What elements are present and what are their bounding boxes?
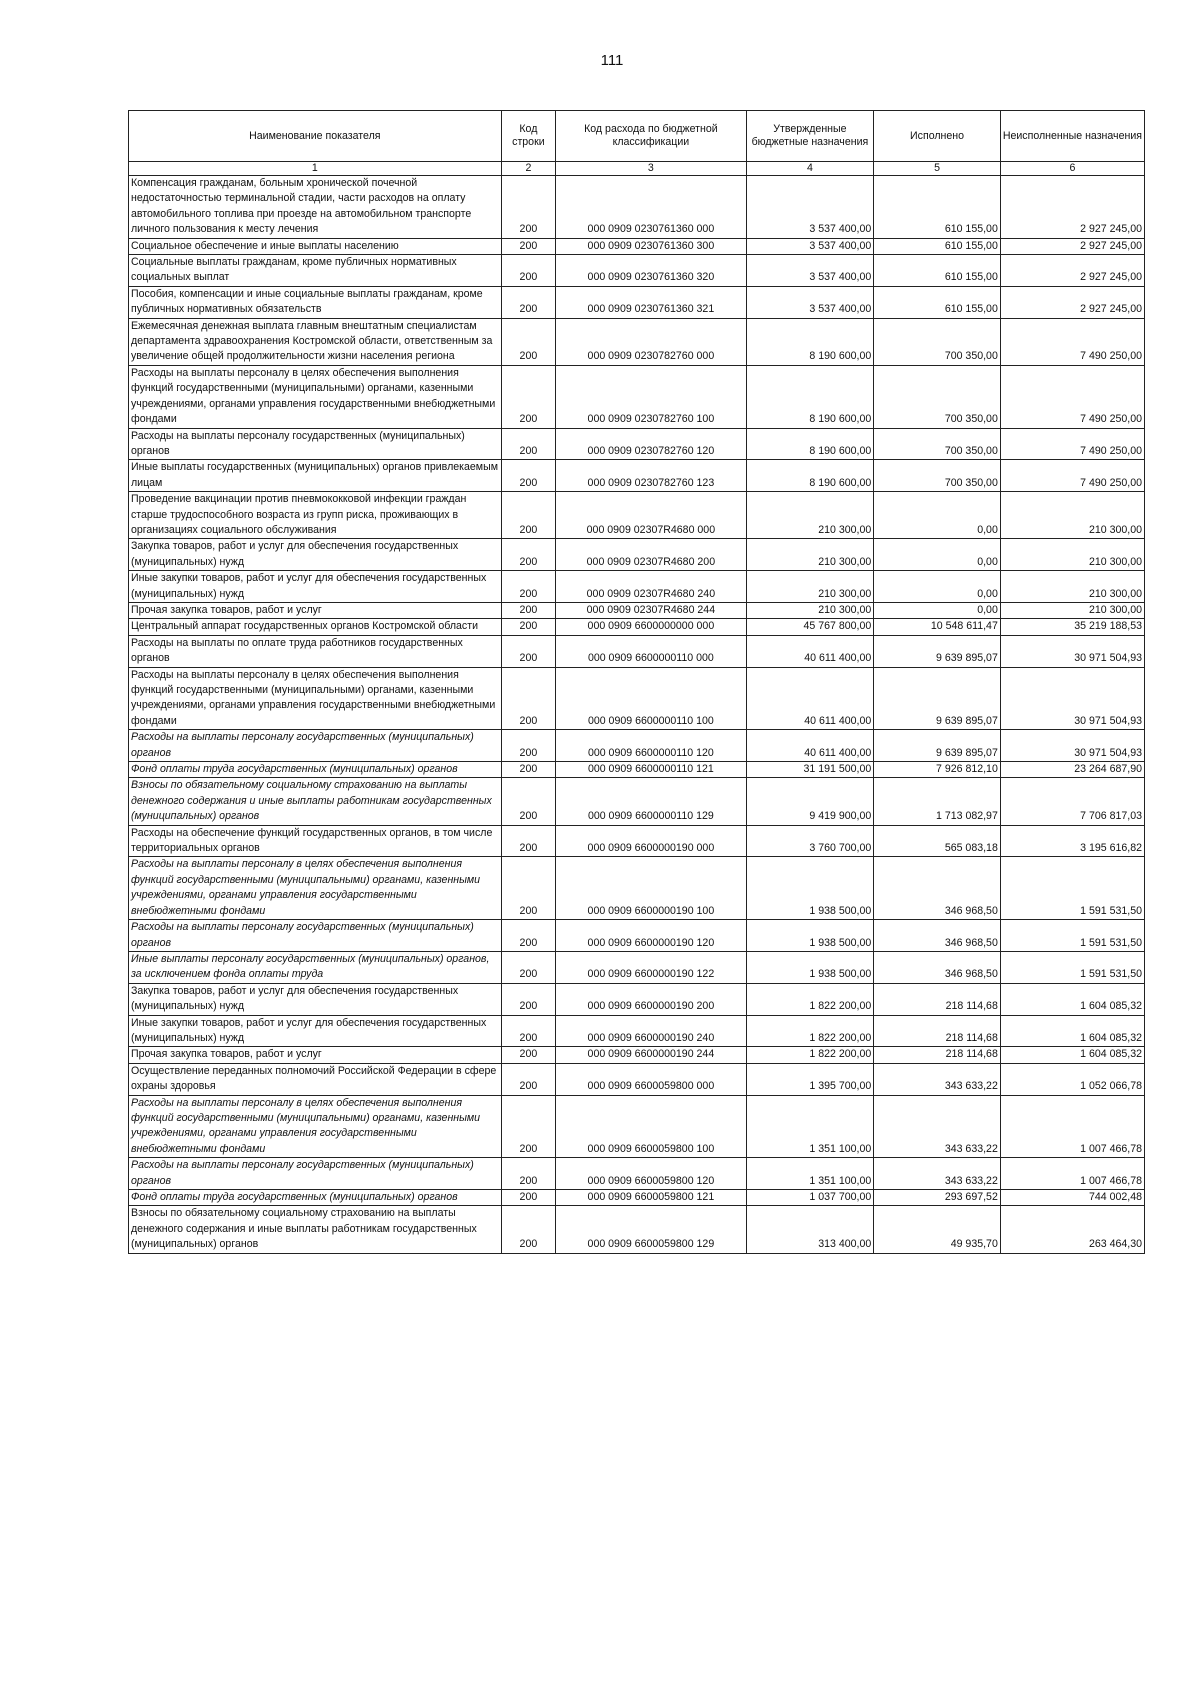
indicator-name: Закупка товаров, работ и услуг для обеспечения государственных (муниципальных) нужд — [129, 983, 502, 1015]
approved-amount: 1 822 200,00 — [746, 1047, 874, 1063]
budget-code: 000 0909 6600000110 121 — [556, 762, 746, 778]
executed-amount: 0,00 — [874, 492, 1001, 539]
budget-code: 000 0909 0230782760 123 — [556, 460, 746, 492]
line-code: 200 — [501, 983, 556, 1015]
unexecuted-amount: 1 052 066,78 — [1000, 1063, 1144, 1095]
table-row — [129, 983, 1145, 1015]
line-code: 200 — [501, 176, 556, 239]
executed-amount: 7 926 812,10 — [874, 762, 1001, 778]
budget-code: 000 0909 6600000190 000 — [556, 825, 746, 857]
executed-amount: 610 155,00 — [874, 176, 1001, 239]
approved-amount: 1 938 500,00 — [746, 857, 874, 920]
approved-amount: 1 395 700,00 — [746, 1063, 874, 1095]
indicator-name: Закупка товаров, работ и услуг для обеспечения государственных (муниципальных) нужд — [129, 539, 502, 571]
line-code: 200 — [501, 667, 556, 730]
unexecuted-amount: 1 604 085,32 — [1000, 1015, 1144, 1047]
indicator-name: Расходы на обеспечение функций государственных органов, в том числе территориальных органов — [129, 825, 502, 857]
unexecuted-amount: 1 591 531,50 — [1000, 857, 1144, 920]
indicator-name: Расходы на выплаты персоналу в целях обеспечения выполнения функций государственными (муниципальными) органами, казенными учреждениями, органами управления государственными внебюджетными фондами — [129, 857, 502, 920]
budget-code: 000 0909 6600000190 120 — [556, 920, 746, 952]
approved-amount: 45 767 800,00 — [746, 619, 874, 635]
budget-code: 000 0909 6600000190 122 — [556, 951, 746, 983]
table-row — [129, 318, 1145, 365]
approved-amount: 3 537 400,00 — [746, 255, 874, 287]
indicator-name: Ежемесячная денежная выплата главным внештатным специалистам департамента здравоохранения Костромской области, ответственным за увеличение общей продолжительности жизни населения региона — [129, 318, 502, 365]
indicator-name: Расходы на выплаты персоналу государственных (муниципальных) органов — [129, 730, 502, 762]
indicator-name: Прочая закупка товаров, работ и услуг — [129, 1047, 502, 1063]
line-code: 200 — [501, 619, 556, 635]
budget-code: 000 0909 6600000190 100 — [556, 857, 746, 920]
table-row — [129, 428, 1145, 460]
line-code: 200 — [501, 428, 556, 460]
table-row — [129, 602, 1145, 618]
budget-code: 000 0909 02307R4680 200 — [556, 539, 746, 571]
executed-amount: 610 155,00 — [874, 238, 1001, 254]
table-row — [129, 571, 1145, 603]
column-number-row — [129, 162, 1145, 176]
budget-code: 000 0909 6600000110 129 — [556, 778, 746, 825]
header-budget-code: Код расхода по бюджетной классификации — [556, 111, 746, 162]
column-number: 5 — [874, 162, 1001, 176]
indicator-name: Пособия, компенсации и иные социальные выплаты гражданам, кроме публичных нормативных обязательств — [129, 286, 502, 318]
table-row — [129, 951, 1145, 983]
line-code: 200 — [501, 571, 556, 603]
executed-amount: 343 633,22 — [874, 1063, 1001, 1095]
table-row — [129, 762, 1145, 778]
table-row — [129, 825, 1145, 857]
executed-amount: 218 114,68 — [874, 983, 1001, 1015]
approved-amount: 210 300,00 — [746, 602, 874, 618]
approved-amount: 9 419 900,00 — [746, 778, 874, 825]
budget-code: 000 0909 0230782760 120 — [556, 428, 746, 460]
table-row — [129, 176, 1145, 239]
budget-code: 000 0909 0230761360 300 — [556, 238, 746, 254]
column-number: 1 — [129, 162, 502, 176]
table-row — [129, 1206, 1145, 1253]
page-number: 111 — [600, 52, 624, 69]
budget-code: 000 0909 0230782760 000 — [556, 318, 746, 365]
executed-amount: 700 350,00 — [874, 365, 1001, 428]
executed-amount: 218 114,68 — [874, 1047, 1001, 1063]
indicator-name: Взносы по обязательному социальному страхованию на выплаты денежного содержания и иные выплаты работникам государственных (муниципальных) органов — [129, 1206, 502, 1253]
indicator-name: Расходы на выплаты персоналу государственных (муниципальных) органов — [129, 428, 502, 460]
executed-amount: 346 968,50 — [874, 951, 1001, 983]
line-code: 200 — [501, 730, 556, 762]
line-code: 200 — [501, 825, 556, 857]
approved-amount: 40 611 400,00 — [746, 635, 874, 667]
budget-code: 000 0909 6600000110 120 — [556, 730, 746, 762]
indicator-name: Иные выплаты персоналу государственных (муниципальных) органов, за исключением фонда оплаты труда — [129, 951, 502, 983]
indicator-name: Центральный аппарат государственных органов Костромской области — [129, 619, 502, 635]
unexecuted-amount: 30 971 504,93 — [1000, 730, 1144, 762]
budget-code: 000 0909 6600059800 121 — [556, 1190, 746, 1206]
table-row — [129, 857, 1145, 920]
approved-amount: 8 190 600,00 — [746, 318, 874, 365]
approved-amount: 1 351 100,00 — [746, 1095, 874, 1158]
unexecuted-amount: 7 490 250,00 — [1000, 318, 1144, 365]
executed-amount: 9 639 895,07 — [874, 635, 1001, 667]
line-code: 200 — [501, 1015, 556, 1047]
unexecuted-amount: 7 490 250,00 — [1000, 365, 1144, 428]
header-executed: Исполнено — [874, 111, 1001, 162]
indicator-name: Расходы на выплаты персоналу в целях обеспечения выполнения функций государственными (муниципальными) органами, казенными учреждениями, органами управления государственными внебюджетными фондами — [129, 365, 502, 428]
approved-amount: 313 400,00 — [746, 1206, 874, 1253]
unexecuted-amount: 7 490 250,00 — [1000, 428, 1144, 460]
column-number: 4 — [746, 162, 874, 176]
indicator-name: Социальные выплаты гражданам, кроме публичных нормативных социальных выплат — [129, 255, 502, 287]
budget-code: 000 0909 6600000000 000 — [556, 619, 746, 635]
unexecuted-amount: 210 300,00 — [1000, 539, 1144, 571]
table-body — [129, 176, 1145, 1254]
budget-code: 000 0909 6600000190 244 — [556, 1047, 746, 1063]
approved-amount: 1 938 500,00 — [746, 951, 874, 983]
approved-amount: 31 191 500,00 — [746, 762, 874, 778]
line-code: 200 — [501, 1158, 556, 1190]
indicator-name: Компенсация гражданам, больным хронической почечной недостаточностью терминальной стадии, части расходов на оплату автомобильного топлива при проезде на автомобильном транспорте личного пользования к месту лечения — [129, 176, 502, 239]
approved-amount: 210 300,00 — [746, 571, 874, 603]
indicator-name: Фонд оплаты труда государственных (муниципальных) органов — [129, 1190, 502, 1206]
unexecuted-amount: 1 007 466,78 — [1000, 1095, 1144, 1158]
table-row — [129, 1063, 1145, 1095]
indicator-name: Расходы на выплаты персоналу государственных (муниципальных) органов — [129, 1158, 502, 1190]
line-code: 200 — [501, 286, 556, 318]
executed-amount: 700 350,00 — [874, 428, 1001, 460]
line-code: 200 — [501, 318, 556, 365]
unexecuted-amount: 744 002,48 — [1000, 1190, 1144, 1206]
approved-amount: 8 190 600,00 — [746, 460, 874, 492]
executed-amount: 1 713 082,97 — [874, 778, 1001, 825]
table-row — [129, 778, 1145, 825]
line-code: 200 — [501, 1047, 556, 1063]
indicator-name: Социальное обеспечение и иные выплаты населению — [129, 238, 502, 254]
header-row — [129, 111, 1145, 162]
unexecuted-amount: 1 007 466,78 — [1000, 1158, 1144, 1190]
column-number: 6 — [1000, 162, 1144, 176]
budget-code: 000 0909 0230761360 320 — [556, 255, 746, 287]
approved-amount: 3 760 700,00 — [746, 825, 874, 857]
approved-amount: 1 037 700,00 — [746, 1190, 874, 1206]
executed-amount: 346 968,50 — [874, 920, 1001, 952]
budget-code: 000 0909 6600059800 120 — [556, 1158, 746, 1190]
unexecuted-amount: 2 927 245,00 — [1000, 255, 1144, 287]
budget-code: 000 0909 02307R4680 240 — [556, 571, 746, 603]
unexecuted-amount: 2 927 245,00 — [1000, 238, 1144, 254]
unexecuted-amount: 35 219 188,53 — [1000, 619, 1144, 635]
approved-amount: 3 537 400,00 — [746, 286, 874, 318]
column-number: 2 — [501, 162, 556, 176]
unexecuted-amount: 2 927 245,00 — [1000, 176, 1144, 239]
table-row — [129, 255, 1145, 287]
table-row — [129, 460, 1145, 492]
table-row — [129, 730, 1145, 762]
unexecuted-amount: 1 604 085,32 — [1000, 1047, 1144, 1063]
executed-amount: 218 114,68 — [874, 1015, 1001, 1047]
line-code: 200 — [501, 365, 556, 428]
executed-amount: 9 639 895,07 — [874, 667, 1001, 730]
table-row — [129, 286, 1145, 318]
executed-amount: 10 548 611,47 — [874, 619, 1001, 635]
line-code: 200 — [501, 539, 556, 571]
table-row — [129, 619, 1145, 635]
line-code: 200 — [501, 920, 556, 952]
unexecuted-amount: 210 300,00 — [1000, 492, 1144, 539]
line-code: 200 — [501, 762, 556, 778]
unexecuted-amount: 7 490 250,00 — [1000, 460, 1144, 492]
executed-amount: 9 639 895,07 — [874, 730, 1001, 762]
budget-execution-table — [128, 110, 1145, 1254]
indicator-name: Проведение вакцинации против пневмококковой инфекции граждан старше трудоспособного возраста из групп риска, проживающих в организациях социального обслуживания — [129, 492, 502, 539]
indicator-name: Осуществление переданных полномочий Российской Федерации в сфере охраны здоровья — [129, 1063, 502, 1095]
executed-amount: 610 155,00 — [874, 255, 1001, 287]
budget-code: 000 0909 02307R4680 244 — [556, 602, 746, 618]
line-code: 200 — [501, 1095, 556, 1158]
indicator-name: Прочая закупка товаров, работ и услуг — [129, 602, 502, 618]
line-code: 200 — [501, 255, 556, 287]
unexecuted-amount: 2 927 245,00 — [1000, 286, 1144, 318]
budget-code: 000 0909 6600059800 100 — [556, 1095, 746, 1158]
indicator-name: Иные закупки товаров, работ и услуг для обеспечения государственных (муниципальных) нужд — [129, 1015, 502, 1047]
budget-code: 000 0909 6600059800 000 — [556, 1063, 746, 1095]
table-row — [129, 1158, 1145, 1190]
line-code: 200 — [501, 1190, 556, 1206]
approved-amount: 8 190 600,00 — [746, 428, 874, 460]
executed-amount: 346 968,50 — [874, 857, 1001, 920]
approved-amount: 8 190 600,00 — [746, 365, 874, 428]
table-row — [129, 1015, 1145, 1047]
executed-amount: 700 350,00 — [874, 318, 1001, 365]
executed-amount: 0,00 — [874, 571, 1001, 603]
budget-code: 000 0909 0230782760 100 — [556, 365, 746, 428]
table-row — [129, 1190, 1145, 1206]
executed-amount: 0,00 — [874, 539, 1001, 571]
approved-amount: 1 351 100,00 — [746, 1158, 874, 1190]
executed-amount: 49 935,70 — [874, 1206, 1001, 1253]
budget-code: 000 0909 6600059800 129 — [556, 1206, 746, 1253]
unexecuted-amount: 3 195 616,82 — [1000, 825, 1144, 857]
approved-amount: 210 300,00 — [746, 492, 874, 539]
approved-amount: 3 537 400,00 — [746, 176, 874, 239]
approved-amount: 1 822 200,00 — [746, 983, 874, 1015]
line-code: 200 — [501, 778, 556, 825]
table-row — [129, 1095, 1145, 1158]
unexecuted-amount: 210 300,00 — [1000, 602, 1144, 618]
budget-code: 000 0909 6600000110 000 — [556, 635, 746, 667]
column-number: 3 — [556, 162, 746, 176]
executed-amount: 0,00 — [874, 602, 1001, 618]
table-row — [129, 492, 1145, 539]
indicator-name: Иные закупки товаров, работ и услуг для обеспечения государственных (муниципальных) нужд — [129, 571, 502, 603]
executed-amount: 610 155,00 — [874, 286, 1001, 318]
approved-amount: 1 938 500,00 — [746, 920, 874, 952]
table-row — [129, 238, 1145, 254]
approved-amount: 40 611 400,00 — [746, 730, 874, 762]
table-row — [129, 667, 1145, 730]
line-code: 200 — [501, 1206, 556, 1253]
budget-code: 000 0909 6600000110 100 — [556, 667, 746, 730]
approved-amount: 210 300,00 — [746, 539, 874, 571]
approved-amount: 3 537 400,00 — [746, 238, 874, 254]
unexecuted-amount: 1 604 085,32 — [1000, 983, 1144, 1015]
header-approved: Утвержденные бюджетные назначения — [746, 111, 874, 162]
line-code: 200 — [501, 951, 556, 983]
unexecuted-amount: 263 464,30 — [1000, 1206, 1144, 1253]
line-code: 200 — [501, 635, 556, 667]
executed-amount: 343 633,22 — [874, 1158, 1001, 1190]
header-unexecuted: Неисполненные назначения — [1000, 111, 1144, 162]
table-row — [129, 365, 1145, 428]
indicator-name: Расходы на выплаты по оплате труда работников государственных органов — [129, 635, 502, 667]
indicator-name: Иные выплаты государственных (муниципальных) органов привлекаемым лицам — [129, 460, 502, 492]
budget-code: 000 0909 02307R4680 000 — [556, 492, 746, 539]
unexecuted-amount: 1 591 531,50 — [1000, 951, 1144, 983]
indicator-name: Расходы на выплаты персоналу в целях обеспечения выполнения функций государственными (муниципальными) органами, казенными учреждениями, органами управления государственными внебюджетными фондами — [129, 667, 502, 730]
header-line-code: Код строки — [501, 111, 556, 162]
indicator-name: Расходы на выплаты персоналу государственных (муниципальных) органов — [129, 920, 502, 952]
indicator-name: Расходы на выплаты персоналу в целях обеспечения выполнения функций государственными (муниципальными) органами, казенными учреждениями, органами управления государственными внебюджетными фондами — [129, 1095, 502, 1158]
line-code: 200 — [501, 857, 556, 920]
executed-amount: 565 083,18 — [874, 825, 1001, 857]
line-code: 200 — [501, 460, 556, 492]
header-name: Наименование показателя — [129, 111, 502, 162]
unexecuted-amount: 7 706 817,03 — [1000, 778, 1144, 825]
budget-code: 000 0909 0230761360 000 — [556, 176, 746, 239]
budget-code: 000 0909 6600000190 200 — [556, 983, 746, 1015]
unexecuted-amount: 1 591 531,50 — [1000, 920, 1144, 952]
budget-code: 000 0909 6600000190 240 — [556, 1015, 746, 1047]
unexecuted-amount: 30 971 504,93 — [1000, 635, 1144, 667]
line-code: 200 — [501, 1063, 556, 1095]
unexecuted-amount: 210 300,00 — [1000, 571, 1144, 603]
executed-amount: 700 350,00 — [874, 460, 1001, 492]
unexecuted-amount: 23 264 687,90 — [1000, 762, 1144, 778]
line-code: 200 — [501, 492, 556, 539]
indicator-name: Фонд оплаты труда государственных (муниципальных) органов — [129, 762, 502, 778]
approved-amount: 40 611 400,00 — [746, 667, 874, 730]
executed-amount: 293 697,52 — [874, 1190, 1001, 1206]
table-row — [129, 1047, 1145, 1063]
unexecuted-amount: 30 971 504,93 — [1000, 667, 1144, 730]
table-row — [129, 635, 1145, 667]
line-code: 200 — [501, 238, 556, 254]
executed-amount: 343 633,22 — [874, 1095, 1001, 1158]
approved-amount: 1 822 200,00 — [746, 1015, 874, 1047]
budget-code: 000 0909 0230761360 321 — [556, 286, 746, 318]
indicator-name: Взносы по обязательному социальному страхованию на выплаты денежного содержания и иные выплаты работникам государственных (муниципальных) органов — [129, 778, 502, 825]
line-code: 200 — [501, 602, 556, 618]
table-row — [129, 920, 1145, 952]
table-row — [129, 539, 1145, 571]
